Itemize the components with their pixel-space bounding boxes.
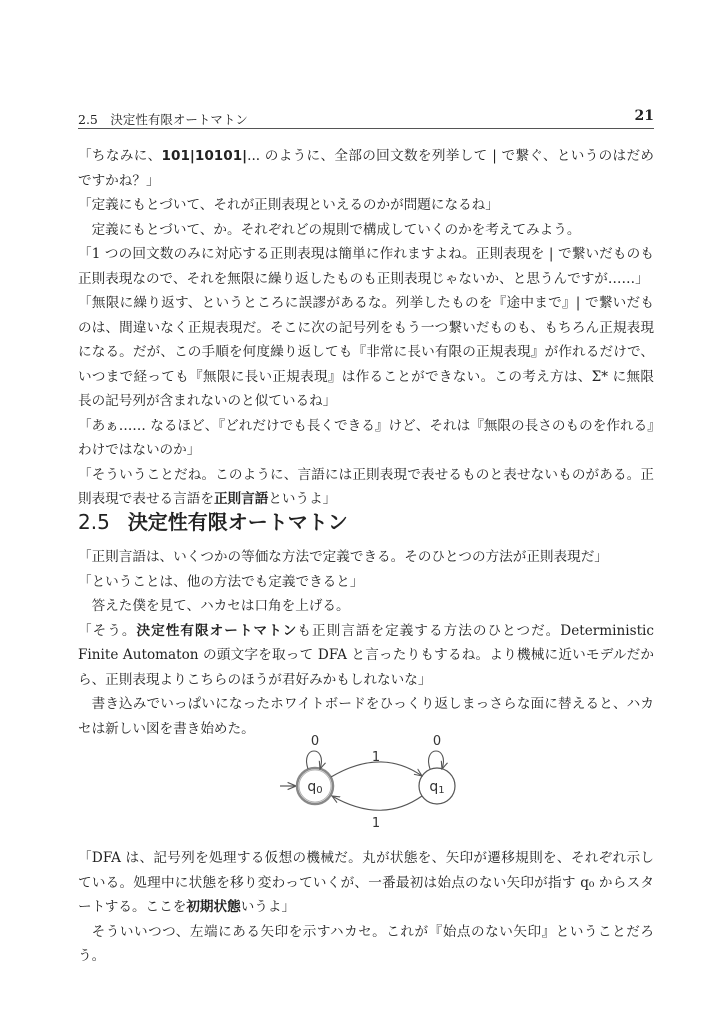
paragraph — [78, 193, 654, 218]
section-heading — [78, 506, 348, 535]
svg-text:q1: q1 — [429, 779, 445, 796]
text-run: 「ということは、他の方法でも定義できると」 — [78, 573, 364, 590]
dfa-diagram — [270, 725, 470, 835]
paragraph — [78, 570, 654, 595]
bold-term: 正則言語 — [213, 491, 269, 507]
bottom-text-block — [78, 846, 654, 969]
text-run: いうよ」 — [240, 899, 296, 915]
text-run: というよ」 — [268, 491, 337, 507]
text-run: も正則言語を定義する方法のひとつだ。Deterministic Finite Automaton の頭文字を取って DFA と言ったりもするね。より機械に近いモデルだから、正則表現よりこちらのほうが君好みかもしれないな」 — [78, 622, 654, 688]
text-run: 「定義にもとづいて、それが正則表現といえるのかが問題になるね」 — [78, 197, 499, 213]
text-run: 「1 つの回文数のみに対応する正則表現は簡単に作れますよね。正則表現を | で繋いだものも正則表現なので、それを無限に繰り返したものも正則表現じゃないか、と思うんですが……」 — [78, 246, 654, 287]
running-header — [78, 108, 654, 129]
paragraph — [78, 920, 654, 969]
loop-q0-label: 0 — [310, 734, 320, 749]
bold-term: 101|10101| — [161, 148, 248, 164]
text-run: 「そういうことだね。このように、言語には正則表現で表せるものと表せないものがある。正則表現で表せる言語を — [78, 466, 654, 507]
text-run: 「あぁ…… なるほど、『どれだけでも長くできる』けど、それは『無限の長さのものを作れる』わけではないのか」 — [78, 417, 654, 458]
paragraph — [78, 846, 654, 920]
paragraph — [78, 594, 654, 619]
text-run: 答えた僕を見て、ハカセは口角を上げる。 — [91, 598, 350, 614]
edge-q0-q1-label: 1 — [371, 750, 381, 765]
text-run: 「無限に繰り返す、というところに誤謬があるな。列挙したものを『途中まで』| で繋いだものは、間違いなく正規表現だ。そこに次の記号列をもう一つ繋いだものも、もちろん正規表現になる。だが、この手順を何度繰り返しても『非常に長い有限の正規表現』が作れるだけで、いつまで経っても『無限に長い正規表現』は作ることができない。この考え方は、Σ* に無限長の記号列が含まれないのと似ているね」 — [78, 295, 654, 409]
state-q1 — [419, 768, 455, 804]
text-run: 「DFA は、記号列を処理する仮想の機械だ。丸が状態を、矢印が遷移規則を、それぞれ示している。処理中に状態を移り変わっていくが、一番最初は始点のない矢印が指す q₀ からスタートする。ここを — [78, 850, 654, 915]
mid-text-block — [78, 545, 654, 741]
paragraph — [78, 619, 654, 693]
bold-term: 決定性有限オートマトン — [136, 622, 298, 639]
text-run: 「正則言語は、いくつかの等価な方法で定義できる。そのひとつの方法が正則表現だ」 — [78, 549, 608, 565]
paragraph — [78, 463, 654, 512]
loop-q1-arrow-icon — [429, 751, 444, 769]
page-number: 21 — [634, 108, 654, 124]
text-run: そういいつつ、左端にある矢印を示すハカセ。これが『始点のない矢印』ということだろう。 — [78, 923, 654, 964]
edge-q1-q0-label: 1 — [371, 816, 381, 831]
text-run: 定義にもとづいて、か。それぞれどの規則で構成していくのかを考えてみよう。 — [91, 221, 581, 238]
text-run: 「ちなみに、 — [78, 148, 162, 164]
bold-term: 初期状態 — [186, 899, 241, 915]
paragraph — [78, 414, 654, 463]
section-number: 2.5 — [78, 510, 110, 534]
paragraph — [78, 218, 654, 243]
text-run: 書き込みでいっぱいになったホワイトボードをひっくり返しまっさらな面に替えると、ハカセは新しい図を書き始めた。 — [78, 696, 654, 737]
running-header-section: 2.5 決定性有限オートマトン — [78, 112, 248, 127]
paragraph — [78, 291, 654, 414]
dfa-svg — [270, 725, 470, 835]
top-text-block — [78, 144, 654, 512]
loop-q0-arrow-icon — [307, 751, 322, 769]
text-run: ... のように、全部の回文数を列挙して | で繋ぐ、というのはだめですかね？」 — [78, 148, 655, 189]
loop-q1-label: 0 — [432, 734, 442, 749]
paragraph — [78, 545, 654, 570]
text-run: 「そう。 — [78, 622, 137, 639]
section-title: 決定性有限オートマトン — [127, 510, 348, 534]
paragraph — [78, 242, 654, 291]
edge-q1-q0-arrow-icon — [332, 796, 422, 810]
paragraph — [78, 144, 654, 193]
state-q0 — [297, 768, 333, 804]
svg-text:q0: q0 — [307, 779, 323, 796]
